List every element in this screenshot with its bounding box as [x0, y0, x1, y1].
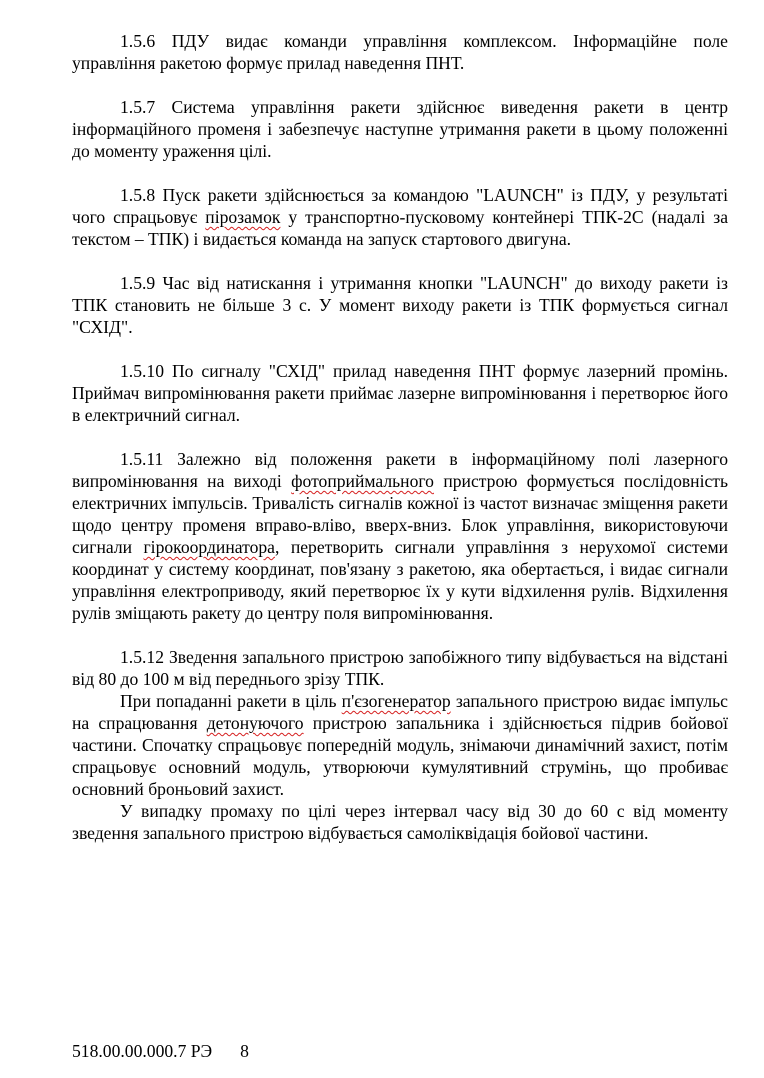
paragraph-text: пристрою запальника і здійснюється підрив бойової частини. Спочатку спрацьовує попередній модуль, знімаючи динамічний захист, потім спрацьовує основний модуль, утворюючи кумулятивний струмінь, що пробиває основний броньовий захист. [72, 713, 729, 799]
spellcheck-flagged-word[interactable]: детонуючого [206, 713, 304, 733]
paragraph-text: запального пристрою видає імпульс на спрацювання [72, 691, 728, 733]
paragraph-hit [72, 690, 728, 800]
document-page [72, 30, 728, 844]
paragraph-1-5-6: 1.5.6 ПДУ видає команди управління комплексом. Інформаційне поле управління ракетою формує прилад наведення ПНТ. [72, 31, 728, 73]
paragraph-1-5-8 [72, 184, 728, 250]
paragraph-1-5-10: 1.5.10 По сигналу "СХІД" прилад наведення ПНТ формує лазерний промінь. Приймач випромінювання ракети приймає лазерне випромінювання і перетворює його в електричний сигнал. [72, 361, 728, 425]
document-code: 518.00.00.000.7 РЭ [72, 1041, 213, 1061]
paragraph-1-5-9: 1.5.9 Час від натискання і утримання кнопки "LAUNCH" до виходу ракети із ТПК становить не більше 3 с. У момент виходу ракети із ТПК формується сигнал "СХІД". [72, 273, 728, 337]
paragraph-1-5-11 [72, 448, 728, 624]
paragraph-text: При попаданні ракети в ціль [120, 691, 342, 711]
paragraph-1-5-12: 1.5.12 Зведення запального пристрою запобіжного типу відбувається на відстані від 80 до 100 м від переднього зрізу ТПК. [72, 647, 728, 689]
paragraph-text: 1.5.11 Залежно від положення ракети в інформаційному полі лазерного випромінювання на виході [72, 449, 728, 491]
paragraph-miss: У випадку промаху по цілі через інтервал часу від 30 до 60 с від моменту зведення запального пристрою відбувається самоліквідація бойової частини. [72, 801, 728, 843]
page-number: 8 [240, 1041, 249, 1061]
paragraph-text: у транспортно-пусковому контейнері ТПК-2С (надалі за текстом – ТПК) і видається команда на запуск стартового двигуна. [72, 207, 729, 249]
paragraph-text: 1.5.8 Пуск ракети здійснюється за командою "LAUNCH" із ПДУ, у результаті чого спрацьовує [72, 185, 728, 227]
paragraph-text: пристрою формується послідовність електричних імпульсів. Тривалість сигналів кожної із частот визначає зміщення ракети щодо центру променя вправо-вліво, вверх-вниз. Блок управління, використовуючи сигнали [72, 471, 729, 557]
spellcheck-flagged-word[interactable]: гірокоординатора [143, 537, 275, 557]
spellcheck-flagged-word[interactable]: фотоприймального [291, 471, 434, 491]
spellcheck-flagged-word[interactable]: п'єзогенератор [341, 691, 451, 711]
paragraph-1-5-7: 1.5.7 Система управління ракети здійснює виведення ракети в центр інформаційного променя і забезпечує наступне утримання ракети в цьому положенні до моменту ураження цілі. [72, 97, 728, 161]
paragraph-text: , перетворить сигнали управління з нерухомої системи координат у систему координат, пов'язану з ракетою, яка обертається, і видає сигнали управління електроприводу, який перетворює їх у кути відхилення рулів. Відхилення рулів зміщають ракету до центру поля випромінювання. [72, 537, 728, 623]
spellcheck-flagged-word[interactable]: пірозамок [205, 207, 281, 227]
page-footer [72, 1040, 249, 1062]
